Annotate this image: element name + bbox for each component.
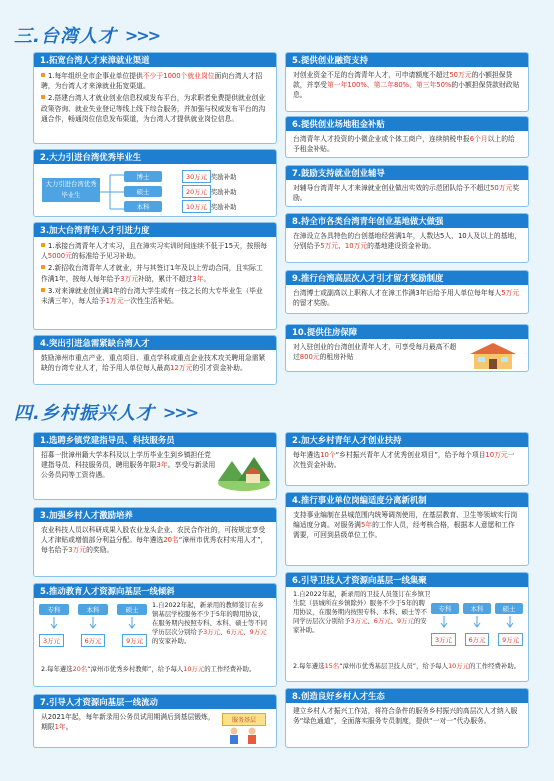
- card-title: 5.提供创业融资支持: [286, 53, 528, 67]
- card-title: 5.推动教育人才资源向基层一线倾斜: [34, 584, 276, 598]
- card-rural-2: 2.加大乡村青年人才创业扶持 每年遴选10个“乡村振兴青年人才优秀创业项目”，给予每个项目10万元一次性资金补助。: [285, 432, 529, 486]
- degree-rows: [124, 168, 236, 215]
- section3-title: 三.台湾人才: [14, 26, 117, 47]
- card-title: 8.创造良好乡村人才生态: [286, 689, 528, 703]
- edu-degree-diagram: 专科 本科 硕士 3万元 6万元 9万元: [39, 604, 147, 647]
- card-taiwan-1: [33, 52, 277, 144]
- card-rural-6: 6.引导卫技人才资源向基层一线集聚 1.自2022年起，新录用的卫技人员签订在乡镇卫生院（县城所在乡镇除外）服务不少于5年的聘用协议，在服务期内按照专科、本科、硕士等不同学历层次分别给予3万元、6万元、9万元的安家补助。 专科 本科 硕士 3万元 6万元 9万元 2.每年遴选15名“漳州市优秀基层卫技人员”，给予每人10万元的工作经费补助。: [285, 572, 529, 682]
- section4-arrows: >>>: [162, 402, 198, 422]
- village-illustration-icon: [218, 451, 270, 491]
- bullet-dot-icon: [41, 265, 45, 269]
- service-sign-label: 服务基层: [222, 713, 266, 726]
- card-title: 8.持全市各类台湾青年创业基地做大做强: [286, 214, 528, 228]
- bullet-dot-icon: [41, 73, 45, 77]
- service-sign-illustration: [222, 713, 266, 743]
- people-icon: [222, 726, 266, 744]
- card-title: 1.拓宽台湾人才来漳就业渠道: [34, 53, 276, 67]
- bullet-dot-icon: [41, 95, 45, 99]
- connector-lines: [100, 170, 124, 214]
- card-title: 2.大力引进台湾优秀毕业生: [34, 150, 276, 164]
- row-doctor: 博士 30万元 奖励补助: [124, 170, 236, 183]
- health-degree-diagram: 专科 本科 硕士 3万元 6万元 9万元: [431, 603, 523, 646]
- house-illustration-icon: [464, 341, 522, 371]
- card-rural-8: 8.创造良好乡村人才生态 建立乡村人才振兴工作站，将符合条件的服务乡村振兴的高层次人才纳入服务“绿色通道”，全面落实服务专员制度，提供“一对一”代办服务。: [285, 688, 529, 748]
- card-taiwan-9: 9.推行台湾高层次人才引才留才奖励制度 台湾博士或副高以上职称人才在漳工作满3年后给予用人单位每年每人5万元的留才奖励。: [285, 270, 529, 314]
- card-rural-7: 7.引导人才资源向基层一线流动 从2021年起，每年新录用公务员试用期满后到基层锻炼，期限1年。 服务基层: [33, 694, 277, 748]
- bullet-dot-icon: [41, 243, 45, 247]
- card-taiwan-3: 3.加大台湾青年人才引进力度 1.承接台湾青年人才实习，且在漳实习实训时间连续不低于15天，按照每人5000元的标准给予见习补助。 2.新招收台湾青年人才就业，并与其签订1年及以上劳动合同，且实际工作满1年，按每人每年给予3万元补助，累计不超过3年。 3.对来漳就业创业满1年的台湾大学生或有一技之长的大专毕业生（毕业未满三年），每人给予1万元一次性生活补贴。: [33, 222, 277, 330]
- bullet-dot-icon: [41, 288, 45, 292]
- card-rural-3: 3.加强乡村人才激励培养 农业科技人员以科研成果入股农业龙头企业、农民合作社的，可按规定享受人才津贴或增值部分利益分配。每年遴选20名“漳州市优秀农村实用人才”，每名给予3万元的奖励。: [33, 507, 277, 577]
- taiwan-graduates-label: 大力引进台湾优秀毕业生: [42, 178, 100, 202]
- section3-arrows: >>>: [124, 25, 160, 45]
- down-arrows-icon: [39, 616, 147, 630]
- card-title: 3.加强乡村人才激励培养: [34, 508, 276, 522]
- card-rural-1: 1.选聘乡镇党建指导员、科技服务员 招募一批漳州籍大学本科及以上学历毕业生到乡镇担任党建指导员、科技服务员，聘用服务年限3年。享受与新录用公务员同等工资待遇。: [33, 432, 277, 500]
- card-title: 6.提供创业场地租金补贴: [286, 117, 528, 131]
- bullet-1: 1.每年组织全市企事业单位提供不少于1000个就业岗位面向台湾人才招聘，为台湾人才来漳就业拓宽渠道。: [41, 72, 263, 91]
- bullet-2: 2.搭建台湾人才就业创业信息权威发布平台，为求职者免费提供就业创业政策咨询、就业失业登记等线上线下综合服务，并加强与权威发布平台的沟通合作，畅通岗位信息发布渠道，为台湾人才提供就业岗位信息。: [41, 94, 266, 123]
- card-taiwan-4: 4.突出引进急需紧缺台湾人才 鼓励漳州市重点产业、重点项目、重点学科或重点企业技术攻关聘用急需紧缺的台湾专业人才，给予用人单位每人最高12万元的引才资金补助。: [33, 335, 277, 385]
- section4-title: 四.乡村振兴人才: [14, 403, 155, 424]
- card-title: 6.引导卫技人才资源向基层一线集聚: [286, 573, 528, 587]
- section3-header: [14, 25, 159, 45]
- card-rural-4: 4.推行事业单位岗编适度分离新机制 支持事业编制在县城范围内统筹调剂使用，在基层教育、卫生等领域实行岗编适度分离。对服务满5年的工作人员，经考核合格，根据本人意愿和工作需要，可回到县级单位工作。: [285, 492, 529, 566]
- card-taiwan-7: 7.鼓励支持就业创业辅导 对辅导台湾青年人才来漳就业创业做出实效的示范团队给予不超过50万元奖励。: [285, 165, 529, 207]
- down-arrows-icon: [431, 615, 523, 629]
- card-taiwan-2: [33, 149, 277, 217]
- card-taiwan-8: 8.持全市各类台湾青年创业基地做大做强 在漳设立各具特色的台创基地经营满1年，人数达5人、10人及以上的基地，分别给予5万元、10万元的基地建设资金补助。: [285, 213, 529, 263]
- card-title: 7.引导人才资源向基层一线流动: [34, 695, 276, 709]
- card-title: 4.推行事业单位岗编适度分离新机制: [286, 493, 528, 507]
- card-title: 10.提供住房保障: [286, 325, 528, 339]
- card-title: 3.加大台湾青年人才引进力度: [34, 223, 276, 237]
- card-taiwan-10: 10.提供住房保障 对入驻创业的台湾创业青年人才，可享受每月最高不超过800元的租房补贴: [285, 324, 529, 372]
- card-title: 2.加大乡村青年人才创业扶持: [286, 433, 528, 447]
- row-bachelor: 本科 10万元 奖励补助: [124, 200, 236, 213]
- card-title: 1.选聘乡镇党建指导员、科技服务员: [34, 433, 276, 447]
- card-taiwan-5: 5.提供创业融资支持 对创业资金不足的台湾青年人才，可申请额度不超过50万元的小额担保贷款，并享受第一年100%、第二年80%、第三年50%的小额担保贷款财政贴息。: [285, 52, 529, 112]
- card-title: 9.推行台湾高层次人才引才留才奖励制度: [286, 271, 528, 285]
- section4-header: [14, 402, 197, 422]
- row-master: 硕士 20万元 奖励补助: [124, 185, 236, 198]
- card-taiwan-6: 6.提供创业场地租金补贴 台湾青年人才投资的小微企业或个体工商户，连续纳税申报6个月以上的给予租金补贴。: [285, 116, 529, 158]
- card-rural-5: 5.推动教育人才资源向基层一线倾斜 专科 本科 硕士 3万元 6万元 9万元 1.自2022年起，新录用的教师签订在乡镇基层学校服务不少于5年的聘用协议，在服务期内按照专科、本科、硕士等不同学历层次分别给予3万元、6万元、9万元的安家补助。 2.每年遴选20名“漳州市优秀乡村教师”，给予每人10万元的工作经费补助。: [33, 583, 277, 687]
- card-title: 4.突出引进急需紧缺台湾人才: [34, 336, 276, 350]
- card-title: 7.鼓励支持就业创业辅导: [286, 166, 528, 180]
